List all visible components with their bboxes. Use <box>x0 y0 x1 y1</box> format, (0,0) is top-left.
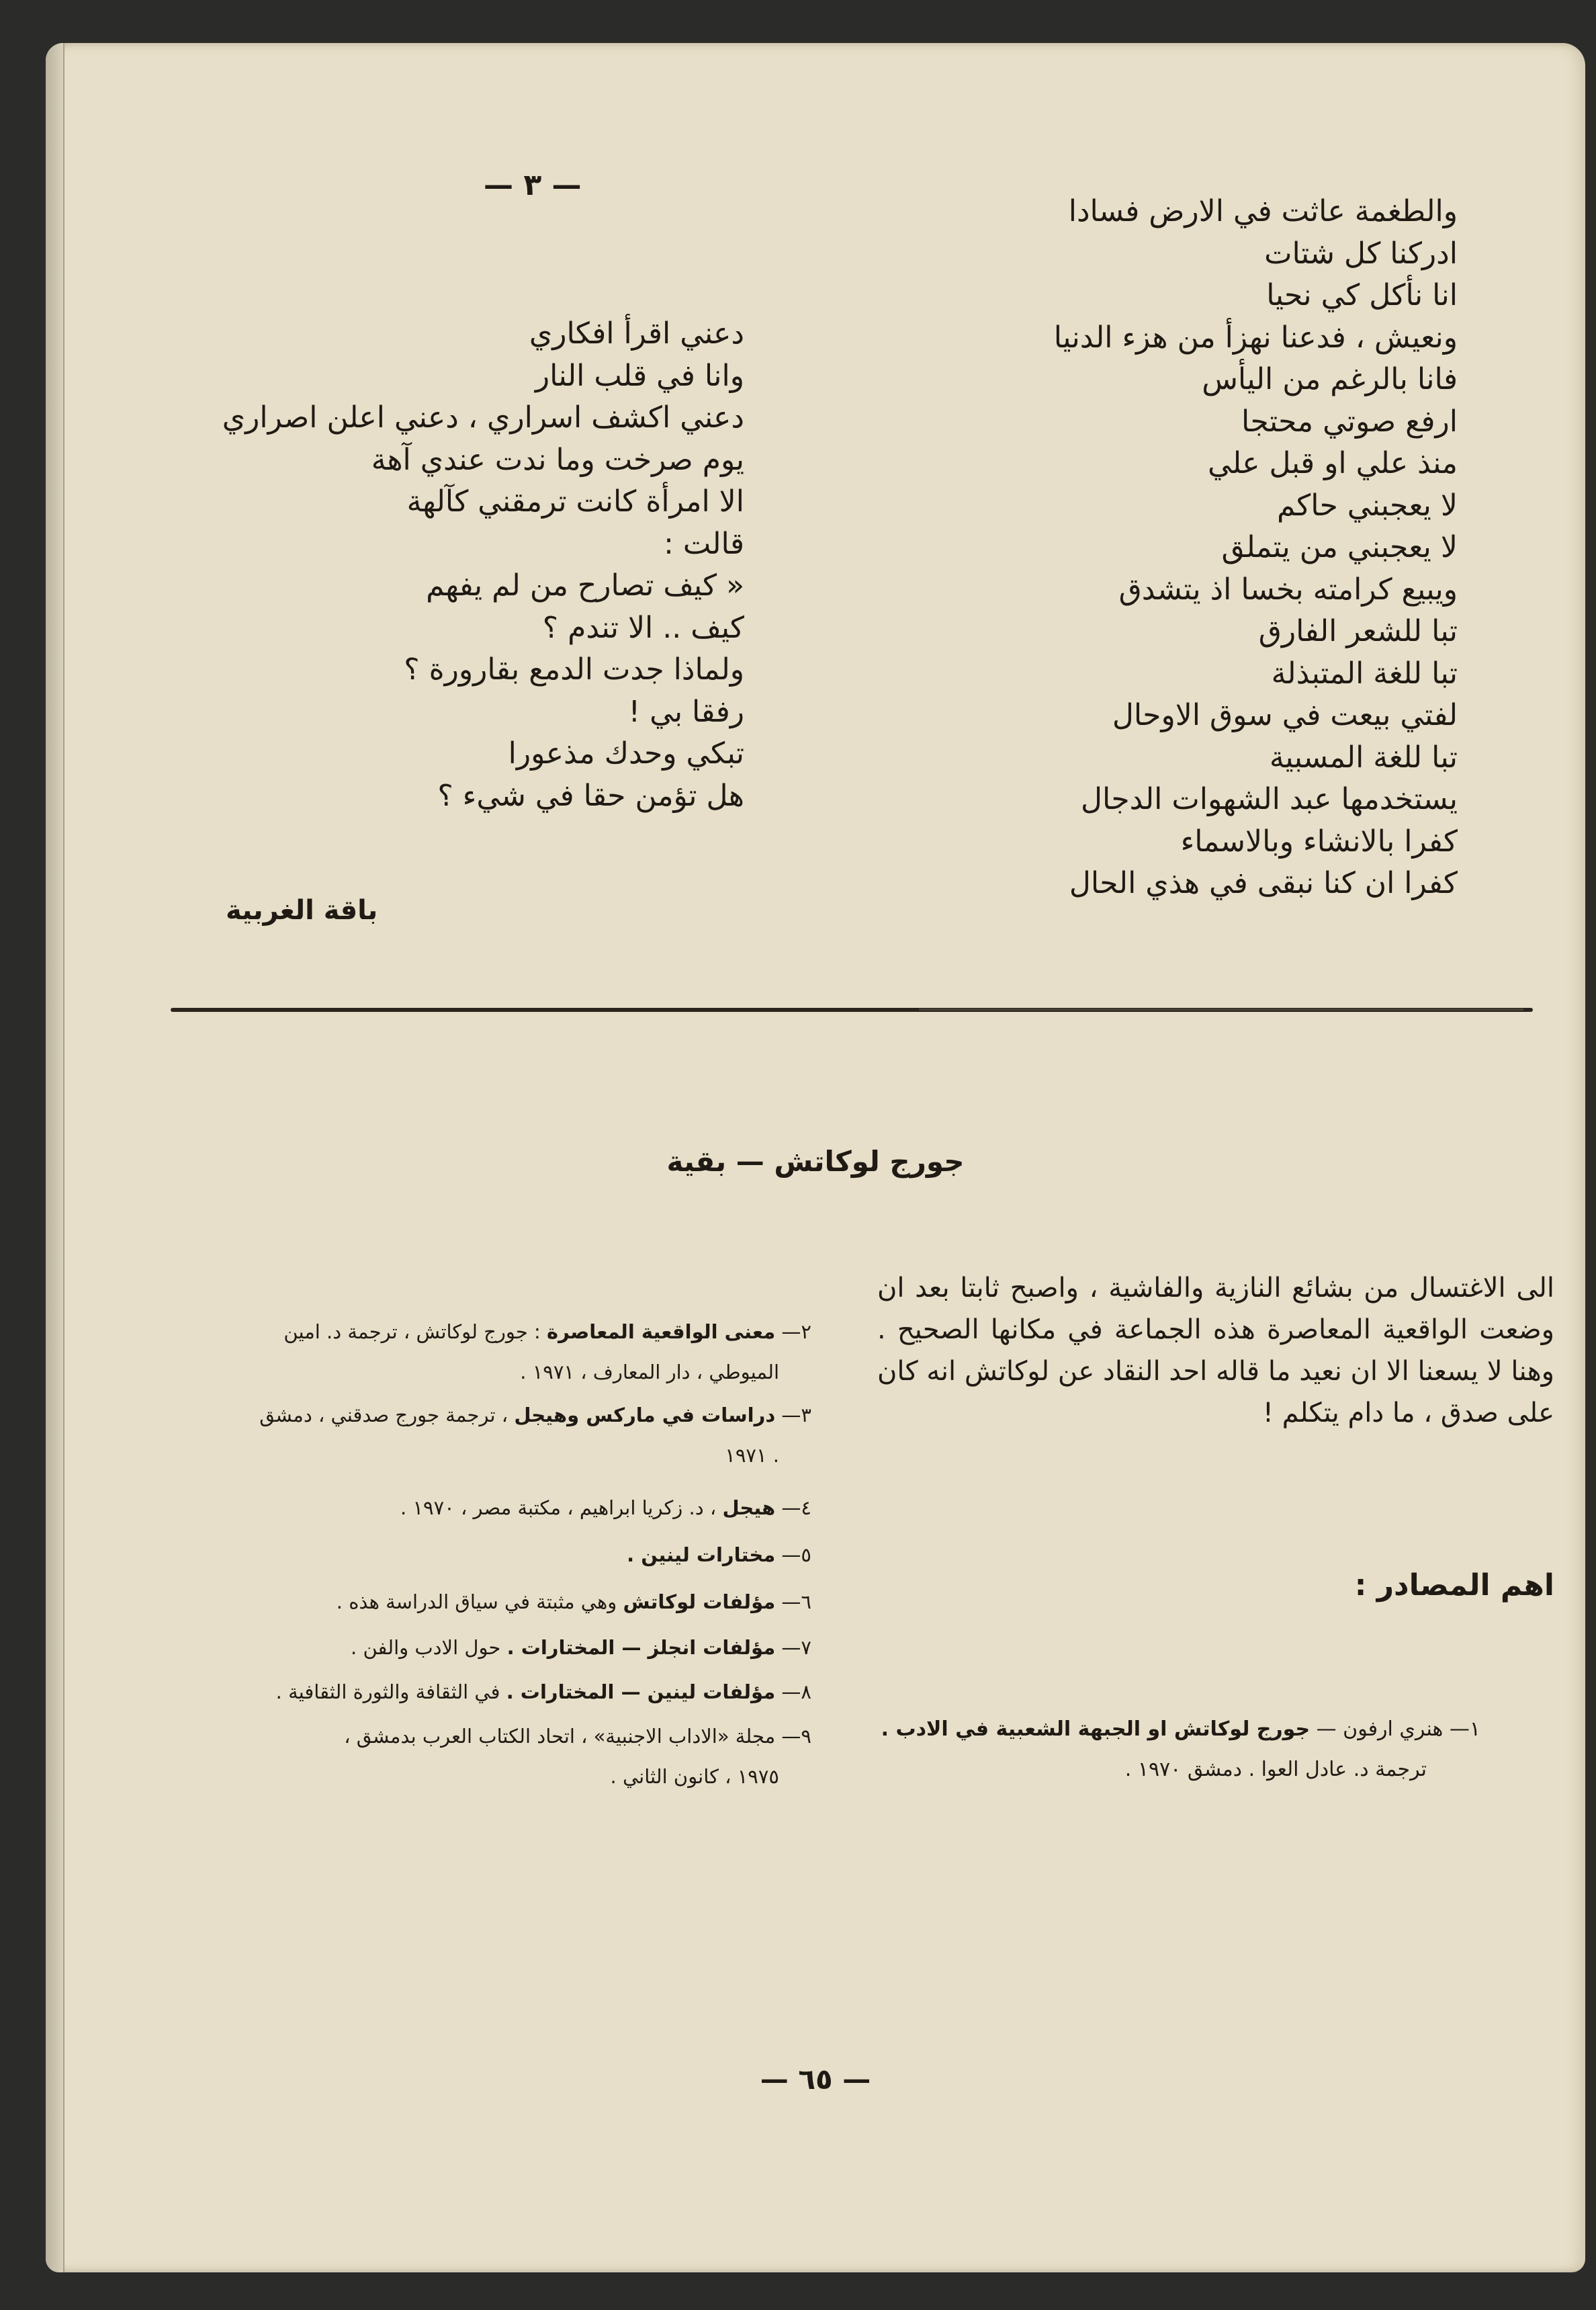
reference-title: مؤلفات لوكاتش <box>623 1590 776 1613</box>
poem-author: باقة الغربية <box>226 895 378 926</box>
poem-line: كفرا بالانشاء وبالاسماء <box>1180 824 1458 859</box>
magazine-page <box>46 43 1585 2272</box>
reference-item <box>140 1312 811 1392</box>
poem-line: يوم صرخت وما ندت عندي آهة <box>371 442 744 477</box>
poem-line: كفرا ان كنا نبقى في هذي الحال <box>1069 866 1458 900</box>
poem-line: وانا في قلب النار <box>535 358 744 393</box>
poem-right-column <box>786 191 1458 905</box>
poem-line: انا نأكل كي نحيا <box>1266 278 1458 312</box>
poem-line: رفقا بي ! <box>628 694 744 729</box>
reference-item <box>140 1488 811 1528</box>
article-heading: جورج لوكاتش — بقية <box>666 1145 965 1178</box>
poem-line: لا يعجبني حاكم <box>1276 488 1458 523</box>
reference-detail: : جورج لوكاتش ، ترجمة د. امين <box>283 1320 547 1343</box>
reference-detail: ترجمة د. عادل العوا . دمشق ١٩٧٠ . <box>1124 1758 1427 1781</box>
poem-line: منذ علي او قبل علي <box>1208 446 1458 480</box>
poem-line: الا امرأة كانت ترمقني كآلهة <box>406 484 744 519</box>
poem-line: قالت : <box>664 526 744 561</box>
reference-number: ٥— <box>775 1543 811 1566</box>
reference-item <box>140 1672 811 1712</box>
reference-number: ١— <box>1443 1717 1480 1741</box>
poem-line: يستخدمها عبد الشهوات الدجال <box>1081 782 1458 816</box>
reference-item <box>140 1535 811 1575</box>
poem-line: فانا بالرغم من اليأس <box>1202 362 1458 396</box>
poem-line: دعني اكشف اسراري ، دعني اعلن اصراري <box>222 400 744 435</box>
reference-number: ٤— <box>775 1496 811 1519</box>
reference-continuation: ١٩٧٥ ، كانون الثاني . <box>610 1765 779 1788</box>
poem-line: تبا للغة المتبذلة <box>1271 656 1458 691</box>
reference-item <box>140 1627 811 1668</box>
reference-1 <box>876 1709 1480 1790</box>
poem-line: هل تؤمن حقا في شيء ؟ <box>437 778 744 813</box>
reference-item <box>140 1716 811 1797</box>
reference-detail: في الثقافة والثورة الثقافية . <box>275 1680 506 1703</box>
reference-item <box>140 1395 811 1475</box>
reference-title: مؤلفات لينين — المختارات . <box>506 1680 776 1703</box>
reference-item <box>140 1582 811 1622</box>
reference-number: ٢— <box>775 1320 811 1343</box>
poem-line: دعني اقرأ افكاري <box>529 316 744 351</box>
reference-continuation: الميوطي ، دار المعارف ، ١٩٧١ . <box>520 1361 779 1383</box>
poem-line: تبا للغة المسبية <box>1269 740 1458 775</box>
divider-shadow <box>919 1009 1523 1011</box>
poem-left-column <box>167 313 744 817</box>
poem-line: كيف .. الا تندم ؟ <box>542 610 744 645</box>
reference-detail: مجلة «الاداب الاجنبية» ، اتحاد الكتاب العرب بدمشق ، <box>344 1725 776 1748</box>
reference-detail: ، ترجمة جورج صدقني ، دمشق <box>259 1404 515 1426</box>
reference-number: ٧— <box>775 1636 811 1659</box>
reference-number: ٣— <box>775 1404 811 1426</box>
reference-title: مختارات لينين . <box>627 1543 776 1566</box>
page-marker: — ٣ — <box>484 168 582 202</box>
poem-line: ويبيع كرامته بخسا اذ يتشدق <box>1118 572 1458 607</box>
reference-title: دراسات في ماركس وهيجل <box>514 1404 776 1426</box>
reference-detail: وهي مثبتة في سياق الدراسة هذه . <box>336 1590 623 1613</box>
poem-line: « كيف تصارح من لم يفهم <box>426 568 744 603</box>
poem-line: ادركنا كل شتات <box>1264 236 1458 271</box>
reference-title: معنى الواقعية المعاصرة <box>547 1320 776 1343</box>
poem-line: ونعيش ، فدعنا نهزأ من هزء الدنيا <box>1053 320 1458 355</box>
reference-title: هيجل <box>722 1496 776 1519</box>
sources-title: اهم المصادر : <box>1354 1568 1554 1602</box>
poem-line: تبكي وحدك مذعورا <box>508 736 744 771</box>
reference-number: ٨— <box>775 1680 811 1703</box>
reference-title: مؤلفات انجلز — المختارات . <box>506 1636 776 1659</box>
reference-number: ٦— <box>775 1590 811 1613</box>
reference-detail: ، د. زكريا ابراهيم ، مكتبة مصر ، ١٩٧٠ . <box>400 1496 723 1519</box>
poem-line: ولماذا جدت الدمع بقارورة ؟ <box>404 652 744 687</box>
reference-number: ٩— <box>775 1725 811 1748</box>
poem-line: لفتي بيعت في سوق الاوحال <box>1112 698 1458 732</box>
poem-line: تبا للشعر الفارق <box>1258 614 1458 648</box>
poem-line: لا يعجبني من يتملق <box>1221 530 1458 564</box>
poem-line: والطغمة عاثت في الارض فسادا <box>1068 194 1458 228</box>
poem-line: ارفع صوتي محتجا <box>1241 404 1458 439</box>
reference-title: جورج لوكاتش او الجبهة الشعبية في الادب . <box>881 1717 1311 1741</box>
article-body: الى الاغتسال من بشائع النازية والفاشية ، واصبح ثابتا بعد ان وضعت الواقعية المعاصرة هذه الجماعة في مكانها الصحيح . وهنا لا يسعنا الا ان نعيد ما قاله احد النقاد عن لوكاتش انه كان على صدق ، ما دام يتكلم ! <box>877 1273 1554 1428</box>
reference-author: هنري ارفون — <box>1310 1717 1444 1741</box>
page-number: — ٦٥ — <box>760 2063 871 2096</box>
reference-detail: حول الادب والفن . <box>351 1636 507 1659</box>
reference-continuation: ١٩٧١ . <box>725 1444 779 1467</box>
